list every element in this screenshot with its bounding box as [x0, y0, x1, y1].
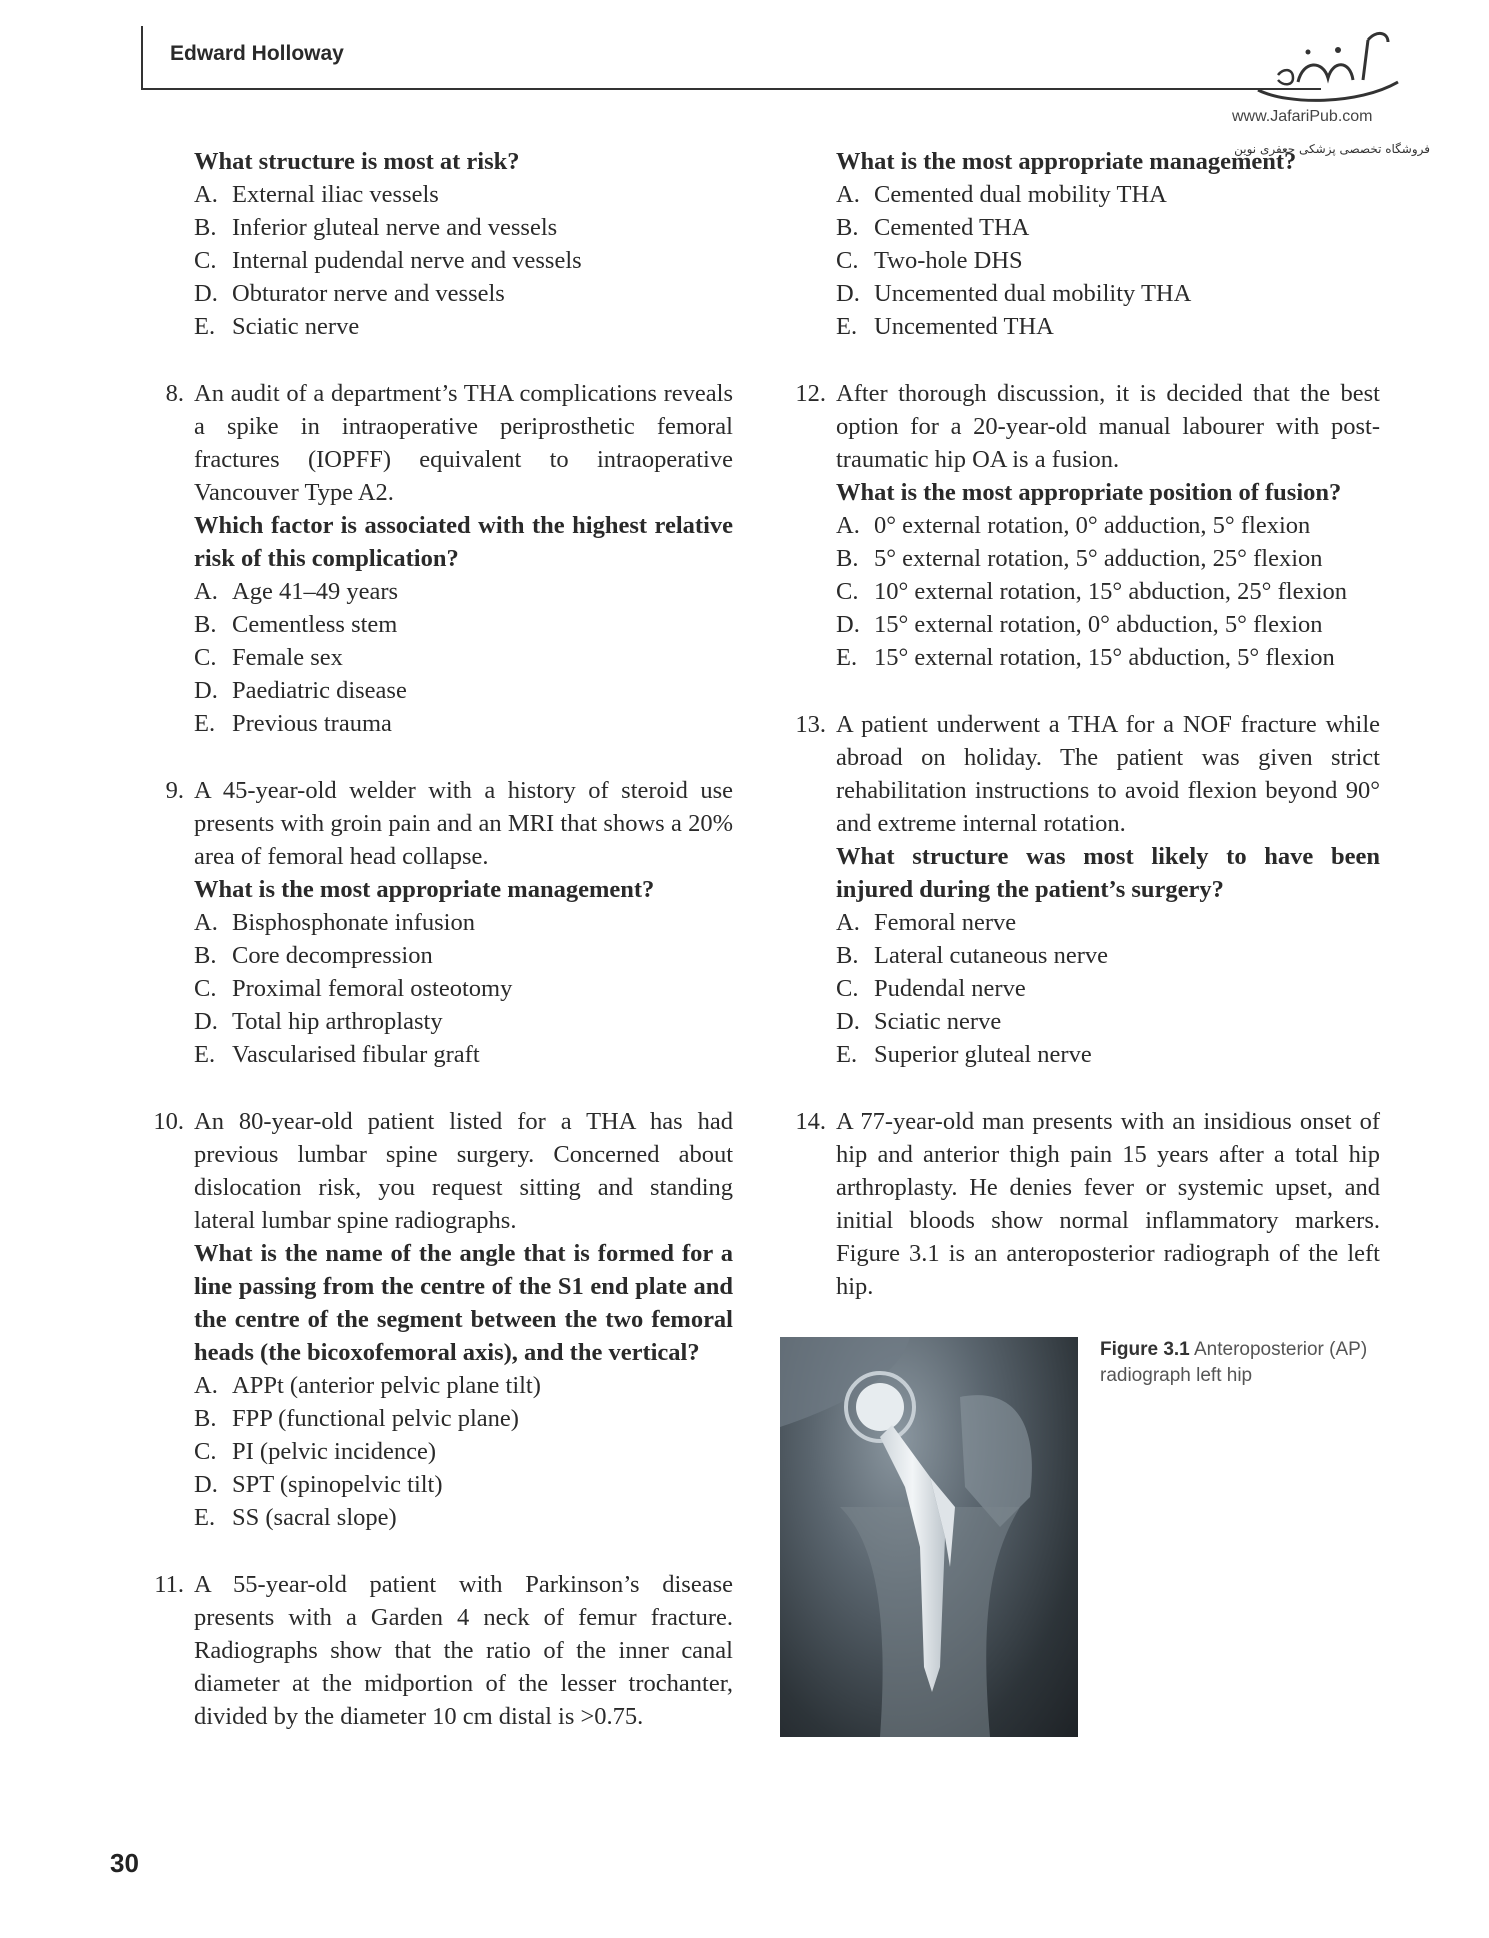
- answer-option: [194, 608, 733, 641]
- publisher-logo-icon: [1238, 20, 1408, 110]
- option-letter: D.: [194, 280, 218, 307]
- answer-option: [194, 310, 733, 343]
- answer-option: [194, 575, 733, 608]
- answer-option: [194, 1038, 733, 1071]
- question-13: [780, 708, 1380, 1071]
- option-letter: C.: [194, 247, 217, 274]
- question-stem: What is the most appropriate management?: [836, 148, 1297, 175]
- answer-option: [194, 178, 733, 211]
- question-stem: What is the most appropriate position of fusion?: [836, 479, 1342, 506]
- option-letter: D.: [836, 611, 860, 638]
- option-text: Proximal femoral osteotomy: [232, 975, 513, 1002]
- option-text: Female sex: [232, 644, 343, 671]
- question-number: 14.: [795, 1108, 826, 1135]
- option-text: Vascularised fibular graft: [232, 1041, 480, 1068]
- option-text: Femoral nerve: [874, 909, 1017, 936]
- option-text: Paediatric disease: [232, 677, 407, 704]
- publisher-tagline: فروشگاه تخصصی پزشکی جعفری نوین: [1234, 142, 1430, 156]
- option-letter: A.: [194, 1372, 218, 1399]
- option-text: Cemented dual mobility THA: [874, 181, 1167, 208]
- question-10: [138, 1105, 733, 1534]
- option-letter: D.: [836, 280, 860, 307]
- answer-option: [836, 178, 1380, 211]
- option-text: External iliac vessels: [232, 181, 439, 208]
- option-letter: A.: [194, 181, 218, 208]
- option-text: Pudendal nerve: [874, 975, 1026, 1002]
- option-text: Internal pudendal nerve and vessels: [232, 247, 582, 274]
- question-stem: Which factor is associated with the highest relative risk of this complication?: [194, 512, 733, 572]
- answer-option: [836, 608, 1380, 641]
- option-letter: A.: [836, 181, 860, 208]
- question-8: [138, 377, 733, 740]
- option-letter: E.: [194, 1504, 216, 1531]
- option-letter: E.: [836, 644, 858, 671]
- option-text: 5° external rotation, 5° adduction, 25° flexion: [874, 545, 1323, 572]
- option-text: Sciatic nerve: [874, 1008, 1002, 1035]
- option-letter: C.: [836, 247, 859, 274]
- option-text: 15° external rotation, 15° abduction, 5° flexion: [874, 644, 1335, 671]
- answer-option: [836, 509, 1380, 542]
- answer-option: [194, 1435, 733, 1468]
- option-letter: A.: [836, 512, 860, 539]
- option-text: APPt (anterior pelvic plane tilt): [232, 1372, 541, 1399]
- question-9: [138, 774, 733, 1071]
- option-text: Obturator nerve and vessels: [232, 280, 505, 307]
- option-text: SPT (spinopelvic tilt): [232, 1471, 443, 1498]
- answer-option: [836, 906, 1380, 939]
- option-text: Uncemented THA: [874, 313, 1054, 340]
- answer-option: [836, 1005, 1380, 1038]
- option-text: Inferior gluteal nerve and vessels: [232, 214, 558, 241]
- option-text: Cementless stem: [232, 611, 398, 638]
- option-text: Two-hole DHS: [874, 247, 1023, 274]
- figure-caption: [1100, 1337, 1390, 1389]
- answer-option: [194, 972, 733, 1005]
- question-stem: What structure is most at risk?: [194, 148, 520, 175]
- answer-option: [194, 906, 733, 939]
- answer-option: [194, 1005, 733, 1038]
- option-letter: B.: [194, 942, 217, 969]
- answer-option: [194, 1501, 733, 1534]
- option-text: Superior gluteal nerve: [874, 1041, 1092, 1068]
- answer-option: [194, 244, 733, 277]
- answer-option: [836, 310, 1380, 343]
- question-text: After thorough discussion, it is decided that the best option for a 20-year-old manual labourer with post-traumatic hip OA is a fusion.: [836, 380, 1380, 473]
- answer-option: [194, 939, 733, 972]
- option-letter: B.: [836, 942, 859, 969]
- question-text: A 55-year-old patient with Parkinson’s disease presents with a Garden 4 neck of femur fracture. Radiographs show that the ratio of the inner canal diameter at the midportion of the lesser trochanter, divided by the diameter 10 cm distal is >0.75.: [194, 1571, 733, 1730]
- question-number: 9.: [165, 777, 184, 804]
- option-text: Previous trauma: [232, 710, 392, 737]
- option-letter: B.: [836, 545, 859, 572]
- option-letter: E.: [194, 1041, 216, 1068]
- question-stem: What is the name of the angle that is formed for a line passing from the centre of the S1 end plate and the centre of the segment between the two femoral heads (the bicoxofemoral axis), and the vertical?: [194, 1240, 733, 1366]
- option-letter: E.: [836, 313, 858, 340]
- question-text: A 45-year-old welder with a history of steroid use presents with groin pain and an MRI that shows a 20% area of femoral head collapse.: [194, 777, 733, 870]
- answer-option: [836, 939, 1380, 972]
- figure-label: Figure 3.1: [1100, 1339, 1190, 1360]
- page-number: 30: [110, 1848, 139, 1878]
- option-text: Total hip arthroplasty: [232, 1008, 443, 1035]
- option-text: Sciatic nerve: [232, 313, 360, 340]
- answer-option: [194, 277, 733, 310]
- option-letter: C.: [836, 578, 859, 605]
- option-letter: C.: [836, 975, 859, 1002]
- answer-option: [836, 542, 1380, 575]
- option-letter: D.: [194, 1008, 218, 1035]
- option-text: PI (pelvic incidence): [232, 1438, 437, 1465]
- hip-radiograph-image: [780, 1337, 1078, 1737]
- option-text: Bisphosphonate infusion: [232, 909, 475, 936]
- option-text: SS (sacral slope): [232, 1504, 397, 1531]
- option-letter: C.: [194, 1438, 217, 1465]
- answer-option: [836, 972, 1380, 1005]
- left-column: [138, 145, 733, 1767]
- option-letter: C.: [194, 644, 217, 671]
- question-text: A patient underwent a THA for a NOF fracture while abroad on holiday. The patient was given strict rehabilitation instructions to avoid flexion beyond 90° and extreme internal rotation.: [836, 711, 1380, 837]
- figure-3-1: [780, 1337, 1380, 1737]
- answer-option: [194, 211, 733, 244]
- right-column: [780, 145, 1380, 1737]
- answer-option: [836, 575, 1380, 608]
- option-text: Age 41–49 years: [232, 578, 399, 605]
- answer-option: [194, 1369, 733, 1402]
- option-text: FPP (functional pelvic plane): [232, 1405, 519, 1432]
- answer-option: [836, 211, 1380, 244]
- answer-option: [836, 244, 1380, 277]
- option-text: 15° external rotation, 0° abduction, 5° flexion: [874, 611, 1323, 638]
- question-stem: What structure was most likely to have been injured during the patient’s surgery?: [836, 843, 1380, 903]
- answer-option: [194, 707, 733, 740]
- option-letter: D.: [836, 1008, 860, 1035]
- option-text: Uncemented dual mobility THA: [874, 280, 1192, 307]
- option-letter: D.: [194, 677, 218, 704]
- question-11: [138, 1568, 733, 1733]
- option-letter: B.: [194, 214, 217, 241]
- answer-option: [836, 1038, 1380, 1071]
- question-number: 13.: [795, 711, 826, 738]
- figure-caption-text: Anteroposterior (AP) radiograph left hip: [1100, 1339, 1368, 1386]
- option-text: 10° external rotation, 15° abduction, 25° flexion: [874, 578, 1348, 605]
- answer-option: [194, 1468, 733, 1501]
- question-text: An 80-year-old patient listed for a THA has had previous lumbar spine surgery. Concerned about dislocation risk, you request sitting and standing lateral lumbar spine radiographs.: [194, 1108, 733, 1234]
- answer-option: [194, 1402, 733, 1435]
- option-text: Cemented THA: [874, 214, 1030, 241]
- publisher-url: www.JafariPub.com: [1232, 108, 1373, 125]
- option-text: Core decompression: [232, 942, 433, 969]
- running-head: Edward Holloway: [170, 42, 344, 65]
- option-letter: E.: [194, 313, 216, 340]
- radiograph-drawing: [780, 1337, 1078, 1737]
- option-letter: A.: [836, 909, 860, 936]
- answer-option: [836, 641, 1380, 674]
- question-12: [780, 377, 1380, 674]
- question-text: An audit of a department’s THA complications reveals a spike in intraoperative periprosthetic femoral fractures (IOPFF) equivalent to intraoperative Vancouver Type A2.: [194, 380, 733, 506]
- header-rule: [141, 26, 143, 90]
- question-number: 11.: [154, 1571, 184, 1598]
- question-7-continued: [138, 145, 733, 343]
- question-number: 8.: [165, 380, 184, 407]
- answer-option: [194, 641, 733, 674]
- option-letter: B.: [194, 611, 217, 638]
- option-letter: B.: [836, 214, 859, 241]
- option-letter: A.: [194, 578, 218, 605]
- header-underline: [141, 88, 1321, 90]
- option-text: 0° external rotation, 0° adduction, 5° flexion: [874, 512, 1311, 539]
- option-letter: A.: [194, 909, 218, 936]
- question-number: 12.: [795, 380, 826, 407]
- option-text: Lateral cutaneous nerve: [874, 942, 1108, 969]
- question-stem: What is the most appropriate management?: [194, 876, 655, 903]
- option-letter: E.: [836, 1041, 858, 1068]
- question-text: A 77-year-old man presents with an insidious onset of hip and anterior thigh pain 15 years after a total hip arthroplasty. He denies fever or systemic upset, and initial bloods show normal inflammatory markers. Figure 3.1 is an anteroposterior radiograph of the left hip.: [836, 1108, 1380, 1300]
- question-number: 10.: [153, 1108, 184, 1135]
- option-letter: C.: [194, 975, 217, 1002]
- answer-option: [836, 277, 1380, 310]
- option-letter: D.: [194, 1471, 218, 1498]
- question-11-continued: [780, 145, 1380, 343]
- option-letter: B.: [194, 1405, 217, 1432]
- answer-option: [194, 674, 733, 707]
- question-14: [780, 1105, 1380, 1303]
- option-letter: E.: [194, 710, 216, 737]
